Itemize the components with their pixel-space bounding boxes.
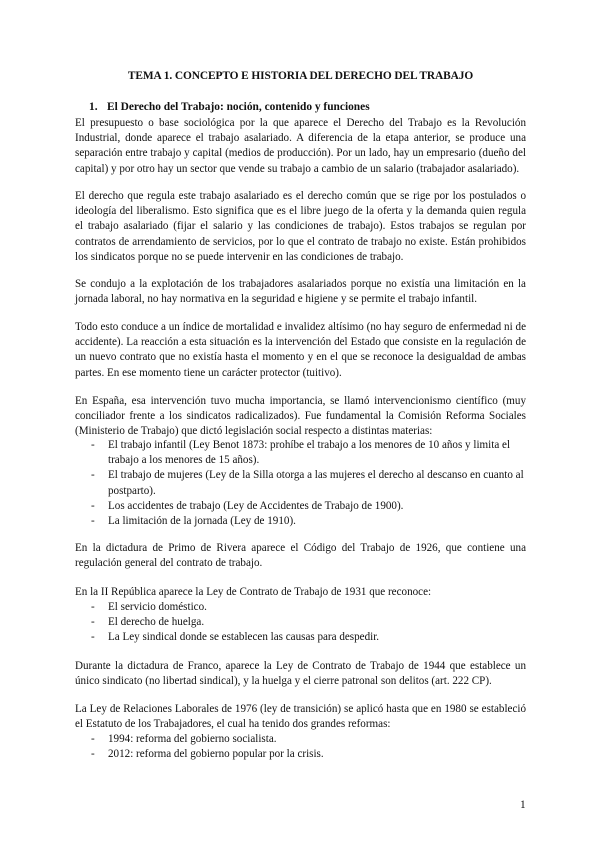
list-item: - 2012: reforma del gobierno popular por la crisis. (91, 747, 526, 762)
list-item: - Los accidentes de trabajo (Ley de Accidentes de Trabajo de 1900). (91, 499, 526, 514)
paragraph-2: El derecho que regula este trabajo asalariado es el derecho común que se rige por los postulados o ideología del liberalismo. Esto significa que es el libre juego de la oferta y la demanda quien regula el trabajo asalariado (fijar el salario y las condiciones de trabajo). Estos trabajos se regulan por contratos de arrendamiento de servicios, por lo que el contrato de trabajo no existe. Están prohibidos los sindicatos porque no se puede intervenir en las condiciones de trabajo. (75, 190, 526, 263)
document-title: TEMA 1. CONCEPTO E HISTORIA DEL DERECHO DEL TRABAJO (127, 70, 474, 82)
paragraph-3: Se condujo a la explotación de los trabajadores asalariados porque no existía una limitación en la jornada laboral, no hay normativa en la seguridad e higiene y se permite el trabajo infantil. (75, 278, 526, 306)
paragraph-5: En España, esa intervención tuvo mucha importancia, se llamó intervencionismo científico (muy conciliador frente a los sindicatos radicalizados). Fue fundamental la Comisión Reforma Sociales (Ministerio de Trabajo) que dictó legislación social respecto a distintas materias: (75, 395, 526, 438)
list-republica (91, 600, 526, 646)
list-reformas (91, 732, 526, 762)
paragraph-6: En la dictadura de Primo de Rivera aparece el Código del Trabajo de 1926, que contiene una regulación general del contrato de trabajo. (75, 542, 526, 570)
paragraph-7: En la II República aparece la Ley de Contrato de Trabajo de 1931 que reconoce: (75, 586, 432, 598)
list-item: - La Ley sindical donde se establecen las causas para despedir. (91, 630, 526, 645)
list-item: - El trabajo de mujeres (Ley de la Silla otorga a las mujeres el derecho al descanso en cuanto al postparto). (91, 468, 526, 498)
paragraph-1: El presupuesto o base sociológica por la que aparece el Derecho del Trabajo es la Revolución Industrial, donde aparece el trabajo asalariado. A diferencia de la etapa anterior, se produce una separación entre trabajo y capital (medios de producción). Por un lado, hay un empresario (dueño del capital) y por otro hay un sector que vende su trabajo a cambio de un salario (trabajador asalariado). (75, 117, 526, 175)
list-item: - El trabajo infantil (Ley Benot 1873: prohíbe el trabajo a los menores de 10 años y limita el trabajo a los menores de 15 años). (91, 438, 526, 468)
paragraph-8: Durante la dictadura de Franco, aparece la Ley de Contrato de Trabajo de 1944 que establece un único sindicato (no libertad sindical), y la huelga y el cierre patronal son delitos (art. 222 CP). (75, 660, 526, 688)
paragraph-9: La Ley de Relaciones Laborales de 1976 (ley de transición) se aplicó hasta que en 1980 se estableció el Estatuto de los Trabajadores, el cual ha tenido dos grandes reformas: (75, 703, 526, 731)
list-item: - El servicio doméstico. (91, 600, 526, 615)
section-heading-text: El Derecho del Trabajo: noción, contenido y funciones (107, 101, 370, 113)
list-item: - La limitación de la jornada (Ley de 1910). (91, 514, 526, 529)
list-item: - El derecho de huelga. (91, 615, 526, 630)
section-heading (89, 101, 370, 113)
list-materias (91, 438, 526, 529)
page-number: 1 (520, 799, 526, 811)
paragraph-4: Todo esto conduce a un índice de mortalidad e invalidez altísimo (no hay seguro de enfermedad ni de accidente). La reacción a esta situación es la intervención del Estado que consiste en la regulación de un nuevo contrato que no existía hasta el momento y en el que se reconoce la desigualdad de ambas partes. En ese momento tiene un carácter protector (tuitivo). (75, 321, 526, 379)
list-item: - 1994: reforma del gobierno socialista. (91, 732, 526, 747)
section-number: 1. (89, 101, 98, 113)
